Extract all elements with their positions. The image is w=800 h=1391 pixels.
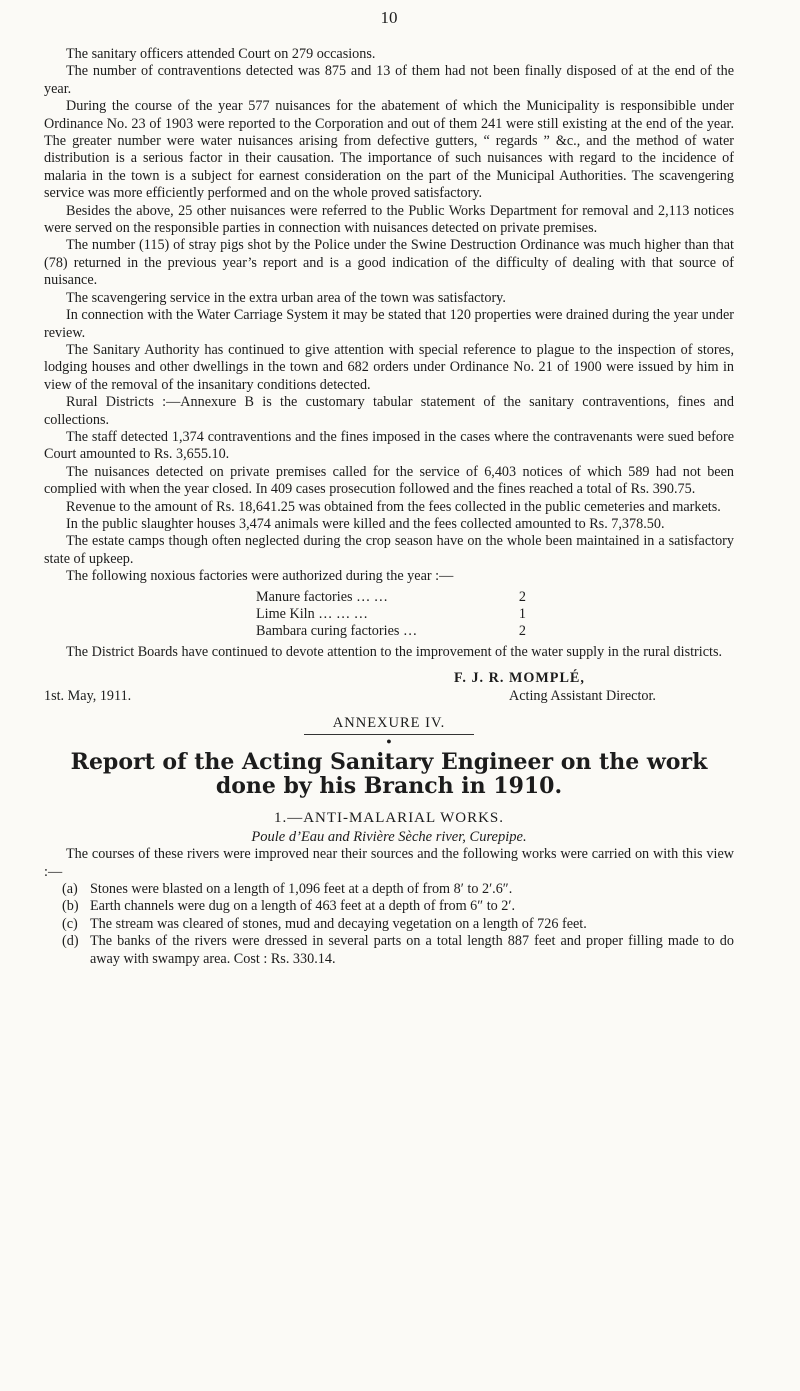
paragraph: In connection with the Water Carriage System it may be stated that 120 properties were drained during the year under review. [44,307,734,341]
factory-count: 1 [518,606,526,622]
paragraph: The number (115) of stray pigs shot by the Police under the Swine Destruction Ordinance was much higher than that (78) returned in the previous year’s report and is a good indication of the difficulty of dealing with that source of nuisance. [44,237,734,289]
paragraph: During the course of the year 577 nuisances for the abatement of which the Municipality is responsibible under Ordinance No. 23 of 1903 were reported to the Corporation and out of them 241 were still existing at the end of the year. The greater number were water nuisances arising from defective gutters, “ regards ” &c., and the method of water distribution is a serious factor in their causation. The importance of such nuisances with regard to the incidence of malaria in the town is a subject for earnest consideration on the part of the Municipal Authorities. The scavengering service was more efficiently performed and on the whole proved satisfactory. [44,98,734,202]
bullet-ornament: ● [386,736,392,747]
paragraph: The District Boards have continued to devote attention to the improvement of the water supply in the rural districts. [66,643,723,660]
factories-list [44,589,734,641]
divider [304,734,474,735]
paragraph: The sanitary officers attended Court on 279 occasions. [66,46,376,62]
paragraph: The courses of these rivers were improved near their sources and the following works were carried on with this view :— [44,846,734,880]
leader-dots: … [402,623,418,640]
paragraph: The number of contraventions detected was 875 and 13 of them had not been finally disposed of at the end of the year. [44,63,734,97]
item-marker: (c) [62,915,78,932]
list-item [44,623,734,640]
section-subheading: Poule d’Eau and Rivière Sèche river, Curepipe. [251,829,527,846]
section-heading: 1.—ANTI-MALARIAL WORKS. [273,810,505,827]
factory-count: 2 [518,588,526,605]
item-text: Earth channels were dug on a length of 463 feet at a depth of from 6″ to 2′. [90,898,516,915]
signature-block [44,669,734,709]
list-item [44,916,734,933]
factory-label: Lime Kiln [256,606,315,622]
list-item [44,933,734,968]
list-item [44,898,734,915]
works-list [44,881,734,968]
paragraph: In the public slaughter houses 3,474 animals were killed and the fees collected amounted to Rs. 7,378.50. [66,515,665,532]
item-marker: (d) [62,933,79,950]
paragraph: The nuisances detected on private premises called for the service of 6,403 notices of which 589 had not been complied with when the year closed. In 409 cases prosecution followed and the fines reached a total of Rs. 390.75. [44,463,734,498]
report-title: Report of the Acting Sanitary Engineer on the work done by his Branch in 1910. [70,749,708,800]
paragraph: The staff detected 1,374 contraventions and the fines imposed in the cases where the contravenants were sued before Court amounted to Rs. 3,655.10. [44,428,734,463]
item-text: The stream was cleared of stones, mud and decaying vegetation on a length of 726 feet. [90,915,587,932]
list-item [44,606,734,623]
signatory-title: Acting Assistant Director. [509,688,656,705]
paragraph: Rural Districts :—Annexure B is the customary tabular statement of the sanitary contraventions, fines and collections. [44,394,734,428]
paragraph: The scavengering service in the extra urban area of the town was satisfactory. [66,289,506,306]
signatory-name: F. J. R. MOMPLÉ, [454,670,585,687]
factory-label: Manure factories [256,588,353,605]
paragraph: The following noxious factories were authorized during the year :— [66,568,454,585]
paragraph: Revenue to the amount of Rs. 18,641.25 was obtained from the fees collected in the public cemeteries and markets. [66,498,721,515]
body-text [44,46,734,968]
page-number: 10 [380,8,398,27]
item-text: The banks of the rivers were dressed in several parts on a total length 887 feet and proper filling made to do away with swampy area. Cost : Rs. 330.14. [90,933,734,967]
factory-count: 2 [518,623,526,640]
paragraph: Besides the above, 25 other nuisances were referred to the Public Works Department for removal and 2,113 notices were served on the responsible parties in connection with nuisances detected on private premises. [44,202,734,237]
paragraph: The estate camps though often neglected during the crop season have on the whole been maintained in a satisfactory state of upkeep. [44,533,734,567]
annexure-heading: ANNEXURE IV. [332,715,446,732]
factory-label: Bambara curing factories [256,623,400,640]
item-marker: (b) [62,898,79,915]
item-text: Stones were blasted on a length of 1,096 feet at a depth of from 8′ to 2′.6″. [90,881,513,898]
list-item [44,881,734,898]
signature-date: 1st. May, 1911. [44,688,132,705]
list-item [44,589,734,606]
leader-dots: … … [356,588,388,605]
item-marker: (a) [62,881,78,898]
leader-dots: … … … [318,606,368,622]
paragraph: The Sanitary Authority has continued to give attention with special reference to plague to the inspection of stores, lodging houses and other dwellings in the town and 682 orders under Ordinance No. 21 of 1900 were issued by him in view of the removal of the insanitary conditions detected. [44,341,734,393]
